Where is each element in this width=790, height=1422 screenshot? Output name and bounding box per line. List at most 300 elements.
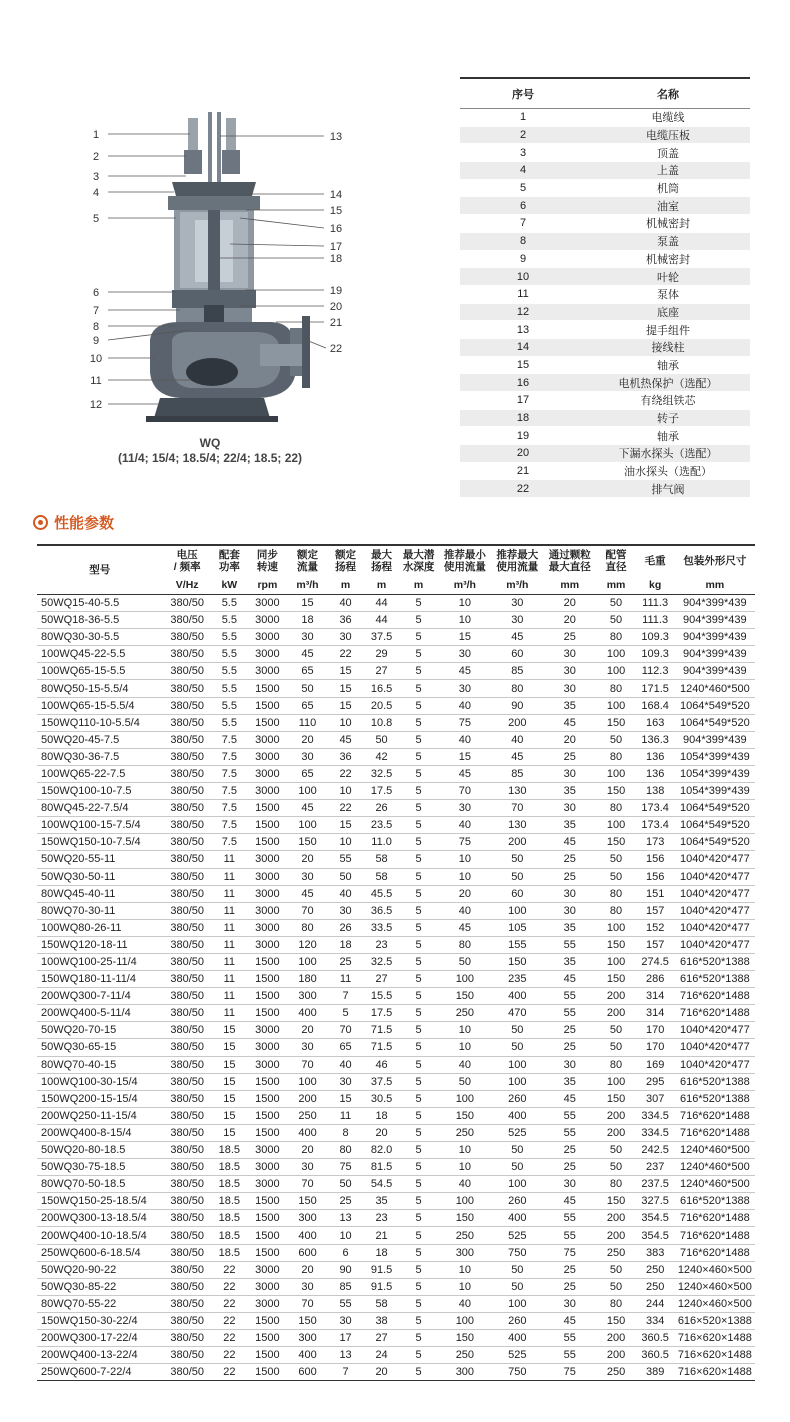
value-cell: 716×620×1488 — [675, 1330, 755, 1347]
value-cell: 130 — [492, 817, 543, 834]
value-cell: 40 — [327, 595, 364, 612]
value-cell: 45 — [327, 731, 364, 748]
value-cell: 150 — [597, 783, 636, 800]
value-cell: 20 — [288, 1022, 327, 1039]
value-cell: 380/50 — [162, 868, 211, 885]
value-cell: 3000 — [247, 612, 288, 629]
table-row — [37, 595, 755, 612]
value-cell: 307 — [636, 1090, 675, 1107]
part-number: 19 — [460, 427, 586, 445]
value-cell: 1500 — [247, 1124, 288, 1141]
value-cell: 50 — [492, 1278, 543, 1295]
value-cell: 200 — [597, 1210, 636, 1227]
value-cell: 30 — [327, 902, 364, 919]
value-cell: 20 — [364, 1364, 399, 1381]
value-cell: 1500 — [247, 1330, 288, 1347]
value-cell: 7.5 — [212, 731, 247, 748]
value-cell: 18 — [364, 1244, 399, 1261]
value-cell: 3000 — [247, 1039, 288, 1056]
column-header: 电压 / 频率 — [162, 545, 211, 576]
value-cell: 380/50 — [162, 595, 211, 612]
value-cell: 136.3 — [636, 731, 675, 748]
value-cell: 5.5 — [212, 714, 247, 731]
callout-11: 11 — [90, 375, 102, 387]
table-row — [37, 1142, 755, 1159]
value-cell: 58 — [364, 1295, 399, 1312]
value-cell: 35 — [543, 919, 596, 936]
parts-header-number: 序号 — [460, 78, 586, 109]
value-cell: 157 — [636, 936, 675, 953]
value-cell: 400 — [288, 1347, 327, 1364]
value-cell: 5 — [399, 612, 438, 629]
value-cell: 80 — [597, 680, 636, 697]
value-cell: 750 — [492, 1244, 543, 1261]
value-cell: 1240*460*500 — [675, 1159, 755, 1176]
value-cell: 380/50 — [162, 902, 211, 919]
value-cell: 314 — [636, 988, 675, 1005]
value-cell: 136 — [636, 765, 675, 782]
value-cell: 25 — [543, 1039, 596, 1056]
value-cell: 380/50 — [162, 748, 211, 765]
column-header: 毛重 — [636, 545, 675, 576]
value-cell: 100 — [492, 902, 543, 919]
value-cell: 5 — [399, 800, 438, 817]
value-cell: 35 — [543, 697, 596, 714]
callout-17: 17 — [329, 241, 343, 253]
part-number: 14 — [460, 338, 586, 356]
value-cell: 380/50 — [162, 1330, 211, 1347]
value-cell: 70 — [288, 902, 327, 919]
performance-units-row — [37, 576, 755, 595]
value-cell: 1500 — [247, 1073, 288, 1090]
value-cell: 22 — [212, 1278, 247, 1295]
value-cell: 22 — [327, 765, 364, 782]
parts-row — [460, 215, 750, 233]
value-cell: 30 — [288, 748, 327, 765]
value-cell: 50 — [597, 1261, 636, 1278]
value-cell: 380/50 — [162, 1039, 211, 1056]
value-cell: 45 — [543, 1193, 596, 1210]
value-cell: 20 — [288, 731, 327, 748]
value-cell: 3000 — [247, 902, 288, 919]
value-cell: 904*399*439 — [675, 663, 755, 680]
table-row — [37, 1039, 755, 1056]
value-cell: 150 — [288, 1312, 327, 1329]
value-cell: 100 — [492, 1295, 543, 1312]
value-cell: 50 — [492, 868, 543, 885]
part-name: 泵盖 — [586, 232, 750, 250]
value-cell: 100 — [288, 953, 327, 970]
value-cell: 1500 — [247, 1005, 288, 1022]
value-cell: 91.5 — [364, 1278, 399, 1295]
value-cell: 5 — [399, 595, 438, 612]
value-cell: 35 — [364, 1193, 399, 1210]
table-row — [37, 1005, 755, 1022]
table-row — [37, 1056, 755, 1073]
value-cell: 716*620*1488 — [675, 1227, 755, 1244]
value-cell: 5 — [399, 1193, 438, 1210]
callout-20: 20 — [329, 301, 343, 313]
value-cell: 904*399*439 — [675, 612, 755, 629]
value-cell: 3000 — [247, 1176, 288, 1193]
value-cell: 1500 — [247, 714, 288, 731]
value-cell: 100 — [288, 783, 327, 800]
table-row — [37, 680, 755, 697]
value-cell: 163 — [636, 714, 675, 731]
model-cell: 50WQ30-50-11 — [37, 868, 162, 885]
value-cell: 5 — [399, 1005, 438, 1022]
model-cell: 100WQ80-26-11 — [37, 919, 162, 936]
value-cell: 33.5 — [364, 919, 399, 936]
table-row — [37, 783, 755, 800]
value-cell: 7.5 — [212, 834, 247, 851]
part-number: 21 — [460, 462, 586, 480]
value-cell: 100 — [597, 1073, 636, 1090]
value-cell: 3000 — [247, 885, 288, 902]
value-cell: 100 — [597, 646, 636, 663]
value-cell: 5 — [399, 919, 438, 936]
value-cell: 35 — [543, 953, 596, 970]
value-cell: 1240×460×500 — [675, 1278, 755, 1295]
value-cell: 40 — [438, 731, 491, 748]
value-cell: 15 — [438, 629, 491, 646]
value-cell: 400 — [492, 1107, 543, 1124]
value-cell: 904*399*439 — [675, 629, 755, 646]
model-cell: 200WQ400-13-22/4 — [37, 1347, 162, 1364]
value-cell: 111.3 — [636, 595, 675, 612]
value-cell: 200 — [597, 1005, 636, 1022]
model-cell: 150WQ110-10-5.5/4 — [37, 714, 162, 731]
value-cell: 30 — [492, 595, 543, 612]
value-cell: 70 — [327, 1022, 364, 1039]
value-cell: 3000 — [247, 765, 288, 782]
value-cell: 100 — [492, 1073, 543, 1090]
value-cell: 5 — [399, 817, 438, 834]
value-cell: 5 — [399, 1364, 438, 1381]
value-cell: 171.5 — [636, 680, 675, 697]
value-cell: 40 — [438, 902, 491, 919]
value-cell: 25 — [543, 629, 596, 646]
value-cell: 1500 — [247, 1210, 288, 1227]
value-cell: 260 — [492, 1312, 543, 1329]
value-cell: 150 — [597, 1193, 636, 1210]
value-cell: 10 — [438, 868, 491, 885]
value-cell: 45 — [543, 714, 596, 731]
part-name: 电缆压板 — [586, 126, 750, 144]
value-cell: 30 — [492, 612, 543, 629]
value-cell: 10 — [327, 783, 364, 800]
value-cell: 600 — [288, 1364, 327, 1381]
value-cell: 90 — [327, 1261, 364, 1278]
value-cell: 22 — [212, 1364, 247, 1381]
value-cell: 42 — [364, 748, 399, 765]
table-row — [37, 1176, 755, 1193]
value-cell: 295 — [636, 1073, 675, 1090]
value-cell: 18.5 — [212, 1142, 247, 1159]
value-cell: 380/50 — [162, 1159, 211, 1176]
part-number: 11 — [460, 285, 586, 303]
model-cell: 200WQ400-10-18.5/4 — [37, 1227, 162, 1244]
value-cell: 5 — [399, 1330, 438, 1347]
value-cell: 380/50 — [162, 1073, 211, 1090]
value-cell: 65 — [288, 765, 327, 782]
table-row — [37, 1124, 755, 1141]
value-cell: 100 — [597, 919, 636, 936]
value-cell: 45 — [543, 1312, 596, 1329]
value-cell: 400 — [288, 1005, 327, 1022]
value-cell: 45 — [288, 646, 327, 663]
value-cell: 30 — [288, 868, 327, 885]
value-cell: 22 — [212, 1295, 247, 1312]
value-cell: 40 — [438, 1056, 491, 1073]
value-cell: 65 — [288, 663, 327, 680]
value-cell: 11 — [212, 971, 247, 988]
value-cell: 1500 — [247, 834, 288, 851]
value-cell: 30 — [438, 800, 491, 817]
callout-13: 13 — [329, 131, 343, 143]
model-cell: 150WQ150-10-7.5/4 — [37, 834, 162, 851]
value-cell: 11 — [212, 851, 247, 868]
value-cell: 10 — [438, 1159, 491, 1176]
value-cell: 5 — [399, 885, 438, 902]
parts-row — [460, 392, 750, 410]
value-cell: 380/50 — [162, 971, 211, 988]
value-cell: 5 — [399, 1261, 438, 1278]
value-cell: 5 — [399, 783, 438, 800]
value-cell: 3000 — [247, 783, 288, 800]
part-number: 1 — [460, 109, 586, 127]
part-number: 10 — [460, 268, 586, 286]
callout-15: 15 — [329, 205, 343, 217]
value-cell: 38 — [364, 1312, 399, 1329]
value-cell: 150 — [597, 936, 636, 953]
value-cell: 45 — [543, 971, 596, 988]
value-cell: 200 — [597, 1227, 636, 1244]
value-cell: 30 — [438, 680, 491, 697]
value-cell: 8 — [327, 1124, 364, 1141]
value-cell: 3000 — [247, 1278, 288, 1295]
callout-21: 21 — [329, 317, 343, 329]
value-cell: 80 — [597, 885, 636, 902]
value-cell: 151 — [636, 885, 675, 902]
value-cell: 5 — [399, 663, 438, 680]
value-cell: 380/50 — [162, 1210, 211, 1227]
value-cell: 15 — [212, 1124, 247, 1141]
value-cell: 5 — [399, 629, 438, 646]
column-unit: mm — [543, 576, 596, 595]
value-cell: 17.5 — [364, 783, 399, 800]
value-cell: 5 — [399, 971, 438, 988]
value-cell: 237.5 — [636, 1176, 675, 1193]
value-cell: 22 — [327, 646, 364, 663]
value-cell: 237 — [636, 1159, 675, 1176]
model-cell: 80WQ70-50-18.5 — [37, 1176, 162, 1193]
value-cell: 1040*420*477 — [675, 1056, 755, 1073]
value-cell: 5 — [399, 1176, 438, 1193]
model-cell: 150WQ180-11-11/4 — [37, 971, 162, 988]
parts-row — [460, 356, 750, 374]
value-cell: 314 — [636, 1005, 675, 1022]
value-cell: 60 — [492, 646, 543, 663]
value-cell: 150 — [597, 1090, 636, 1107]
value-cell: 22 — [212, 1330, 247, 1347]
value-cell: 3000 — [247, 1261, 288, 1278]
table-row — [37, 1261, 755, 1278]
value-cell: 380/50 — [162, 817, 211, 834]
value-cell: 904*399*439 — [675, 731, 755, 748]
model-cell: 100WQ100-15-7.5/4 — [37, 817, 162, 834]
value-cell: 24 — [364, 1347, 399, 1364]
value-cell: 150 — [288, 834, 327, 851]
value-cell: 10 — [438, 851, 491, 868]
value-cell: 1500 — [247, 1107, 288, 1124]
value-cell: 21 — [364, 1227, 399, 1244]
value-cell: 15 — [438, 748, 491, 765]
value-cell: 80 — [597, 1056, 636, 1073]
value-cell: 470 — [492, 1005, 543, 1022]
part-number: 8 — [460, 232, 586, 250]
model-cell: 150WQ150-30-22/4 — [37, 1312, 162, 1329]
part-number: 18 — [460, 409, 586, 427]
value-cell: 5 — [399, 748, 438, 765]
value-cell: 80 — [492, 680, 543, 697]
value-cell: 7.5 — [212, 748, 247, 765]
parts-row — [460, 144, 750, 162]
parts-row — [460, 109, 750, 127]
value-cell: 70 — [288, 1295, 327, 1312]
parts-row — [460, 232, 750, 250]
table-row — [37, 800, 755, 817]
value-cell: 50 — [597, 595, 636, 612]
value-cell: 616×520×1388 — [675, 1312, 755, 1329]
value-cell: 75 — [543, 1244, 596, 1261]
value-cell: 30 — [288, 629, 327, 646]
parts-row — [460, 250, 750, 268]
value-cell: 616*520*1388 — [675, 953, 755, 970]
part-number: 15 — [460, 356, 586, 374]
value-cell: 30 — [288, 1039, 327, 1056]
value-cell: 20 — [288, 1142, 327, 1159]
value-cell: 3000 — [247, 1295, 288, 1312]
value-cell: 3000 — [247, 731, 288, 748]
column-header: 配套 功率 — [212, 545, 247, 576]
value-cell: 380/50 — [162, 680, 211, 697]
value-cell: 250 — [636, 1278, 675, 1295]
value-cell: 380/50 — [162, 1347, 211, 1364]
value-cell: 10 — [438, 1261, 491, 1278]
value-cell: 380/50 — [162, 953, 211, 970]
table-row — [37, 1107, 755, 1124]
value-cell: 380/50 — [162, 697, 211, 714]
value-cell: 260 — [492, 1193, 543, 1210]
value-cell: 5 — [399, 1142, 438, 1159]
diagram-caption — [95, 436, 325, 466]
column-unit: m — [399, 576, 438, 595]
model-cell: 200WQ400-5-11/4 — [37, 1005, 162, 1022]
value-cell: 30 — [288, 1159, 327, 1176]
value-cell: 20 — [288, 851, 327, 868]
value-cell: 525 — [492, 1124, 543, 1141]
value-cell: 70 — [288, 1056, 327, 1073]
parts-row — [460, 462, 750, 480]
value-cell: 11 — [212, 936, 247, 953]
value-cell: 30 — [288, 1278, 327, 1295]
value-cell: 75 — [327, 1159, 364, 1176]
value-cell: 30 — [327, 1312, 364, 1329]
callout-3: 3 — [92, 171, 100, 183]
value-cell: 7 — [327, 1364, 364, 1381]
value-cell: 18.5 — [212, 1244, 247, 1261]
value-cell: 380/50 — [162, 1005, 211, 1022]
value-cell: 100 — [438, 1090, 491, 1107]
model-cell: 50WQ15-40-5.5 — [37, 595, 162, 612]
column-unit: m³/h — [438, 576, 491, 595]
model-name: WQ — [199, 436, 221, 450]
table-row — [37, 1364, 755, 1381]
value-cell: 25 — [543, 1261, 596, 1278]
callout-5: 5 — [92, 213, 100, 225]
value-cell: 1040*420*477 — [675, 1039, 755, 1056]
value-cell: 22 — [327, 800, 364, 817]
value-cell: 150 — [438, 1107, 491, 1124]
value-cell: 10 — [438, 1278, 491, 1295]
value-cell: 380/50 — [162, 1193, 211, 1210]
value-cell: 58 — [364, 868, 399, 885]
value-cell: 5 — [399, 988, 438, 1005]
value-cell: 3000 — [247, 748, 288, 765]
part-name: 转子 — [586, 409, 750, 427]
value-cell: 25 — [543, 1159, 596, 1176]
value-cell: 5.5 — [212, 646, 247, 663]
value-cell: 45 — [492, 748, 543, 765]
value-cell: 244 — [636, 1295, 675, 1312]
value-cell: 80 — [597, 1295, 636, 1312]
model-cell: 150WQ150-25-18.5/4 — [37, 1193, 162, 1210]
value-cell: 5 — [399, 1073, 438, 1090]
parts-row — [460, 179, 750, 197]
value-cell: 250 — [438, 1005, 491, 1022]
value-cell: 50 — [597, 1278, 636, 1295]
table-row — [37, 1227, 755, 1244]
value-cell: 18.5 — [212, 1159, 247, 1176]
value-cell: 300 — [438, 1364, 491, 1381]
value-cell: 380/50 — [162, 646, 211, 663]
column-header: 额定 流量 — [288, 545, 327, 576]
value-cell: 15 — [327, 1090, 364, 1107]
value-cell: 30 — [438, 646, 491, 663]
value-cell: 1500 — [247, 1227, 288, 1244]
value-cell: 20 — [438, 885, 491, 902]
parts-row — [460, 321, 750, 339]
value-cell: 3000 — [247, 629, 288, 646]
value-cell: 55 — [543, 1124, 596, 1141]
value-cell: 100 — [597, 817, 636, 834]
value-cell: 36 — [327, 748, 364, 765]
value-cell: 3000 — [247, 868, 288, 885]
value-cell: 45.5 — [364, 885, 399, 902]
value-cell: 380/50 — [162, 1090, 211, 1107]
value-cell: 18.5 — [212, 1193, 247, 1210]
part-name: 下漏水探头（选配） — [586, 445, 750, 463]
table-row — [37, 629, 755, 646]
value-cell: 15 — [288, 595, 327, 612]
part-name: 排气阀 — [586, 480, 750, 498]
value-cell: 150 — [438, 988, 491, 1005]
value-cell: 80 — [327, 1142, 364, 1159]
value-cell: 25 — [543, 851, 596, 868]
value-cell: 616*520*1388 — [675, 1090, 755, 1107]
table-row — [37, 1090, 755, 1107]
